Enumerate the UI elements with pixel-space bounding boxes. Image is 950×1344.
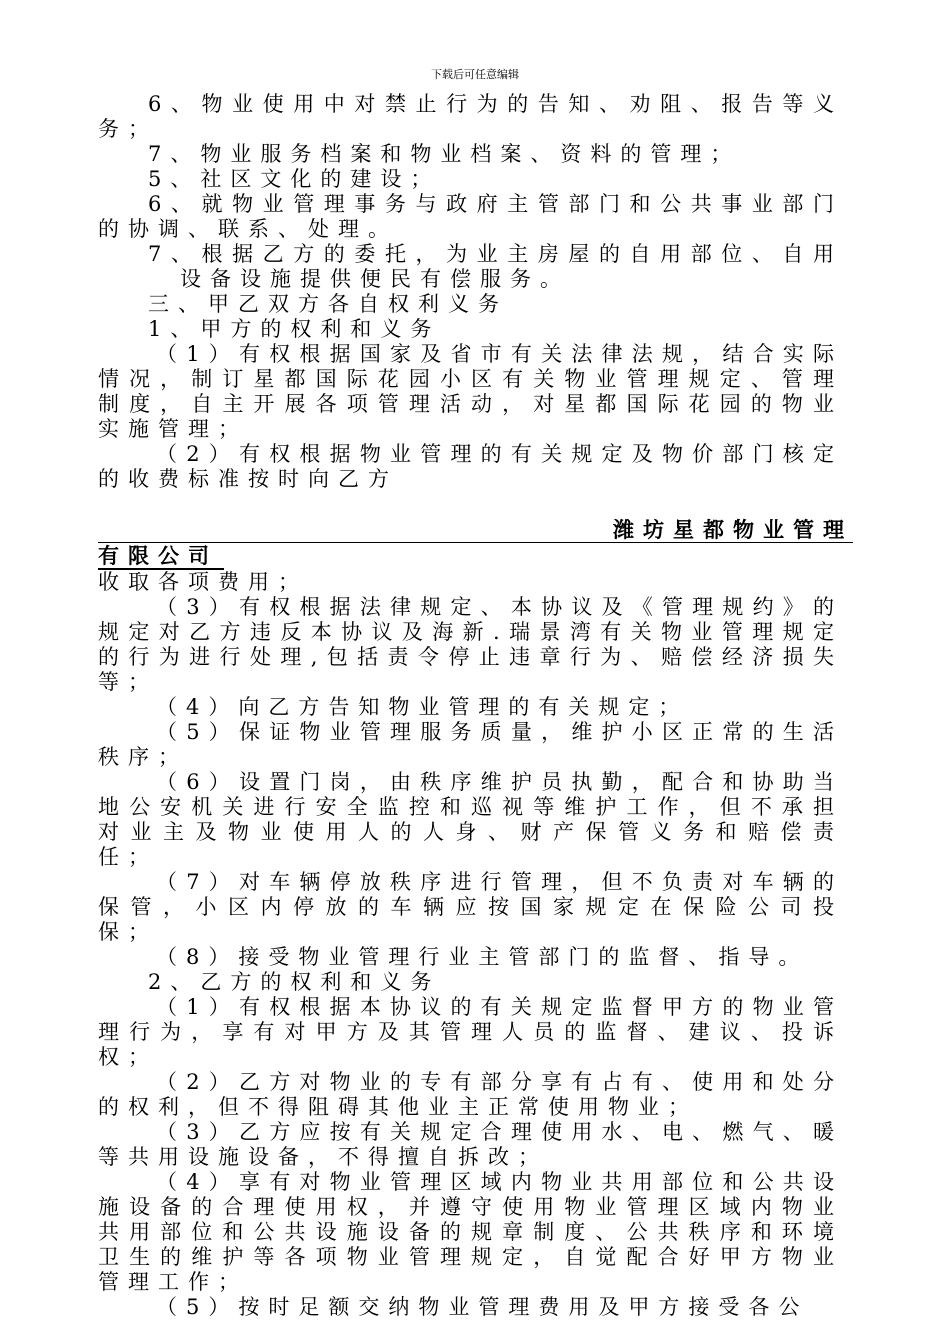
paragraph-party-a-4: （4）向乙方告知物业管理的有关规定；	[156, 695, 689, 719]
paragraph-continued: 收取各项费用；	[98, 570, 308, 594]
paragraph-party-a-8: （8）接受物业管理行业主管部门的监督、指导。	[156, 945, 809, 969]
paragraph-party-a-6: （6）设置门岗，由秩序维护员执勤，配合和协助当地公安机关进行安全监控和巡视等维护工作，但不承担对业主及物业使用人的人身、财产保管义务和赔偿责任；	[98, 770, 843, 869]
paragraph-item-7: 7、物业服务档案和物业档案、资料的管理；	[148, 142, 741, 166]
paragraph-item-6: 6、物业使用中对禁止行为的告知、劝阻、报告等义务；	[98, 92, 843, 141]
section-heading-3: 三、甲乙双方各自权利义务	[148, 292, 508, 316]
paragraph-party-a-7: （7）对车辆停放秩序进行管理，但不负责对车辆的保管，小区内停放的车辆应按国家规定在保险公司投保；	[98, 870, 843, 944]
paragraph-party-b-4: （4）享有对物业管理区域内物业共用部位和公共设施设备的合理使用权，并遵守使用物业管理区域内物业共用部位和公共设施设备的规章制度、公共秩序和环境卫生的维护等各项物业管理规定，自觉配合好甲方物业管理工作；	[98, 1170, 843, 1294]
paragraph-item-7b: 7、根据乙方的委托，为业主房屋的自用部位、自用设备设施提供便民有偿服务。	[148, 242, 843, 291]
paragraph-party-a-5: （5）保证物业管理服务质量，维护小区正常的生活秩序；	[98, 720, 843, 769]
subsection-heading-2: 2、乙方的权利和义务	[148, 970, 441, 994]
paragraph-party-a-2: （2）有权根据物业管理的有关规定及物价部门核定的收费标准按时向乙方	[98, 442, 843, 491]
paragraph-party-a-3: （3）有权根据法律规定、本协议及《管理规约》的规定对乙方违反本协议及海新.瑞景湾有关物业管理规定的行为进行处理,包括责令停止违章行为、赔偿经济损失等；	[98, 595, 843, 694]
paragraph-party-b-2: （2）乙方对物业的专有部分享有占有、使用和处分的权利，但不得阻碍其他业主正常使用物业；	[98, 1070, 843, 1119]
paragraph-party-b-5: （5）按时足额交纳物业管理费用及甲方接受各公	[156, 1295, 809, 1319]
company-name-line1: 潍坊星都物业管理	[98, 517, 853, 543]
paragraph-item-5: 5、社区文化的建设；	[148, 167, 441, 191]
paragraph-party-b-3: （3）乙方应按有关规定合理使用水、电、燃气、暖等共用设施设备，不得擅自拆改；	[98, 1120, 843, 1169]
company-name-line2-wrap	[98, 543, 843, 570]
paragraph-party-a-1: （1）有权根据国家及省市有关法律法规，结合实际情况，制订星都国际花园小区有关物业管理规定、管理制度，自主开展各项管理活动，对星都国际花园的物业实施管理；	[98, 342, 843, 441]
paragraph-item-6b: 6、就物业管理事务与政府主管部门和公共事业部门的协调、联系、处理。	[98, 192, 843, 241]
subsection-heading-1: 1、甲方的权利和义务	[148, 317, 441, 341]
document-body	[98, 92, 853, 1320]
paragraph-party-b-1: （1）有权根据本协议的有关规定监督甲方的物业管理行为，享有对甲方及其管理人员的监督、建议、投诉权；	[98, 995, 843, 1069]
page-header: 下载后可任意编辑	[431, 68, 519, 81]
company-name-line2: 有限公司	[98, 543, 224, 570]
